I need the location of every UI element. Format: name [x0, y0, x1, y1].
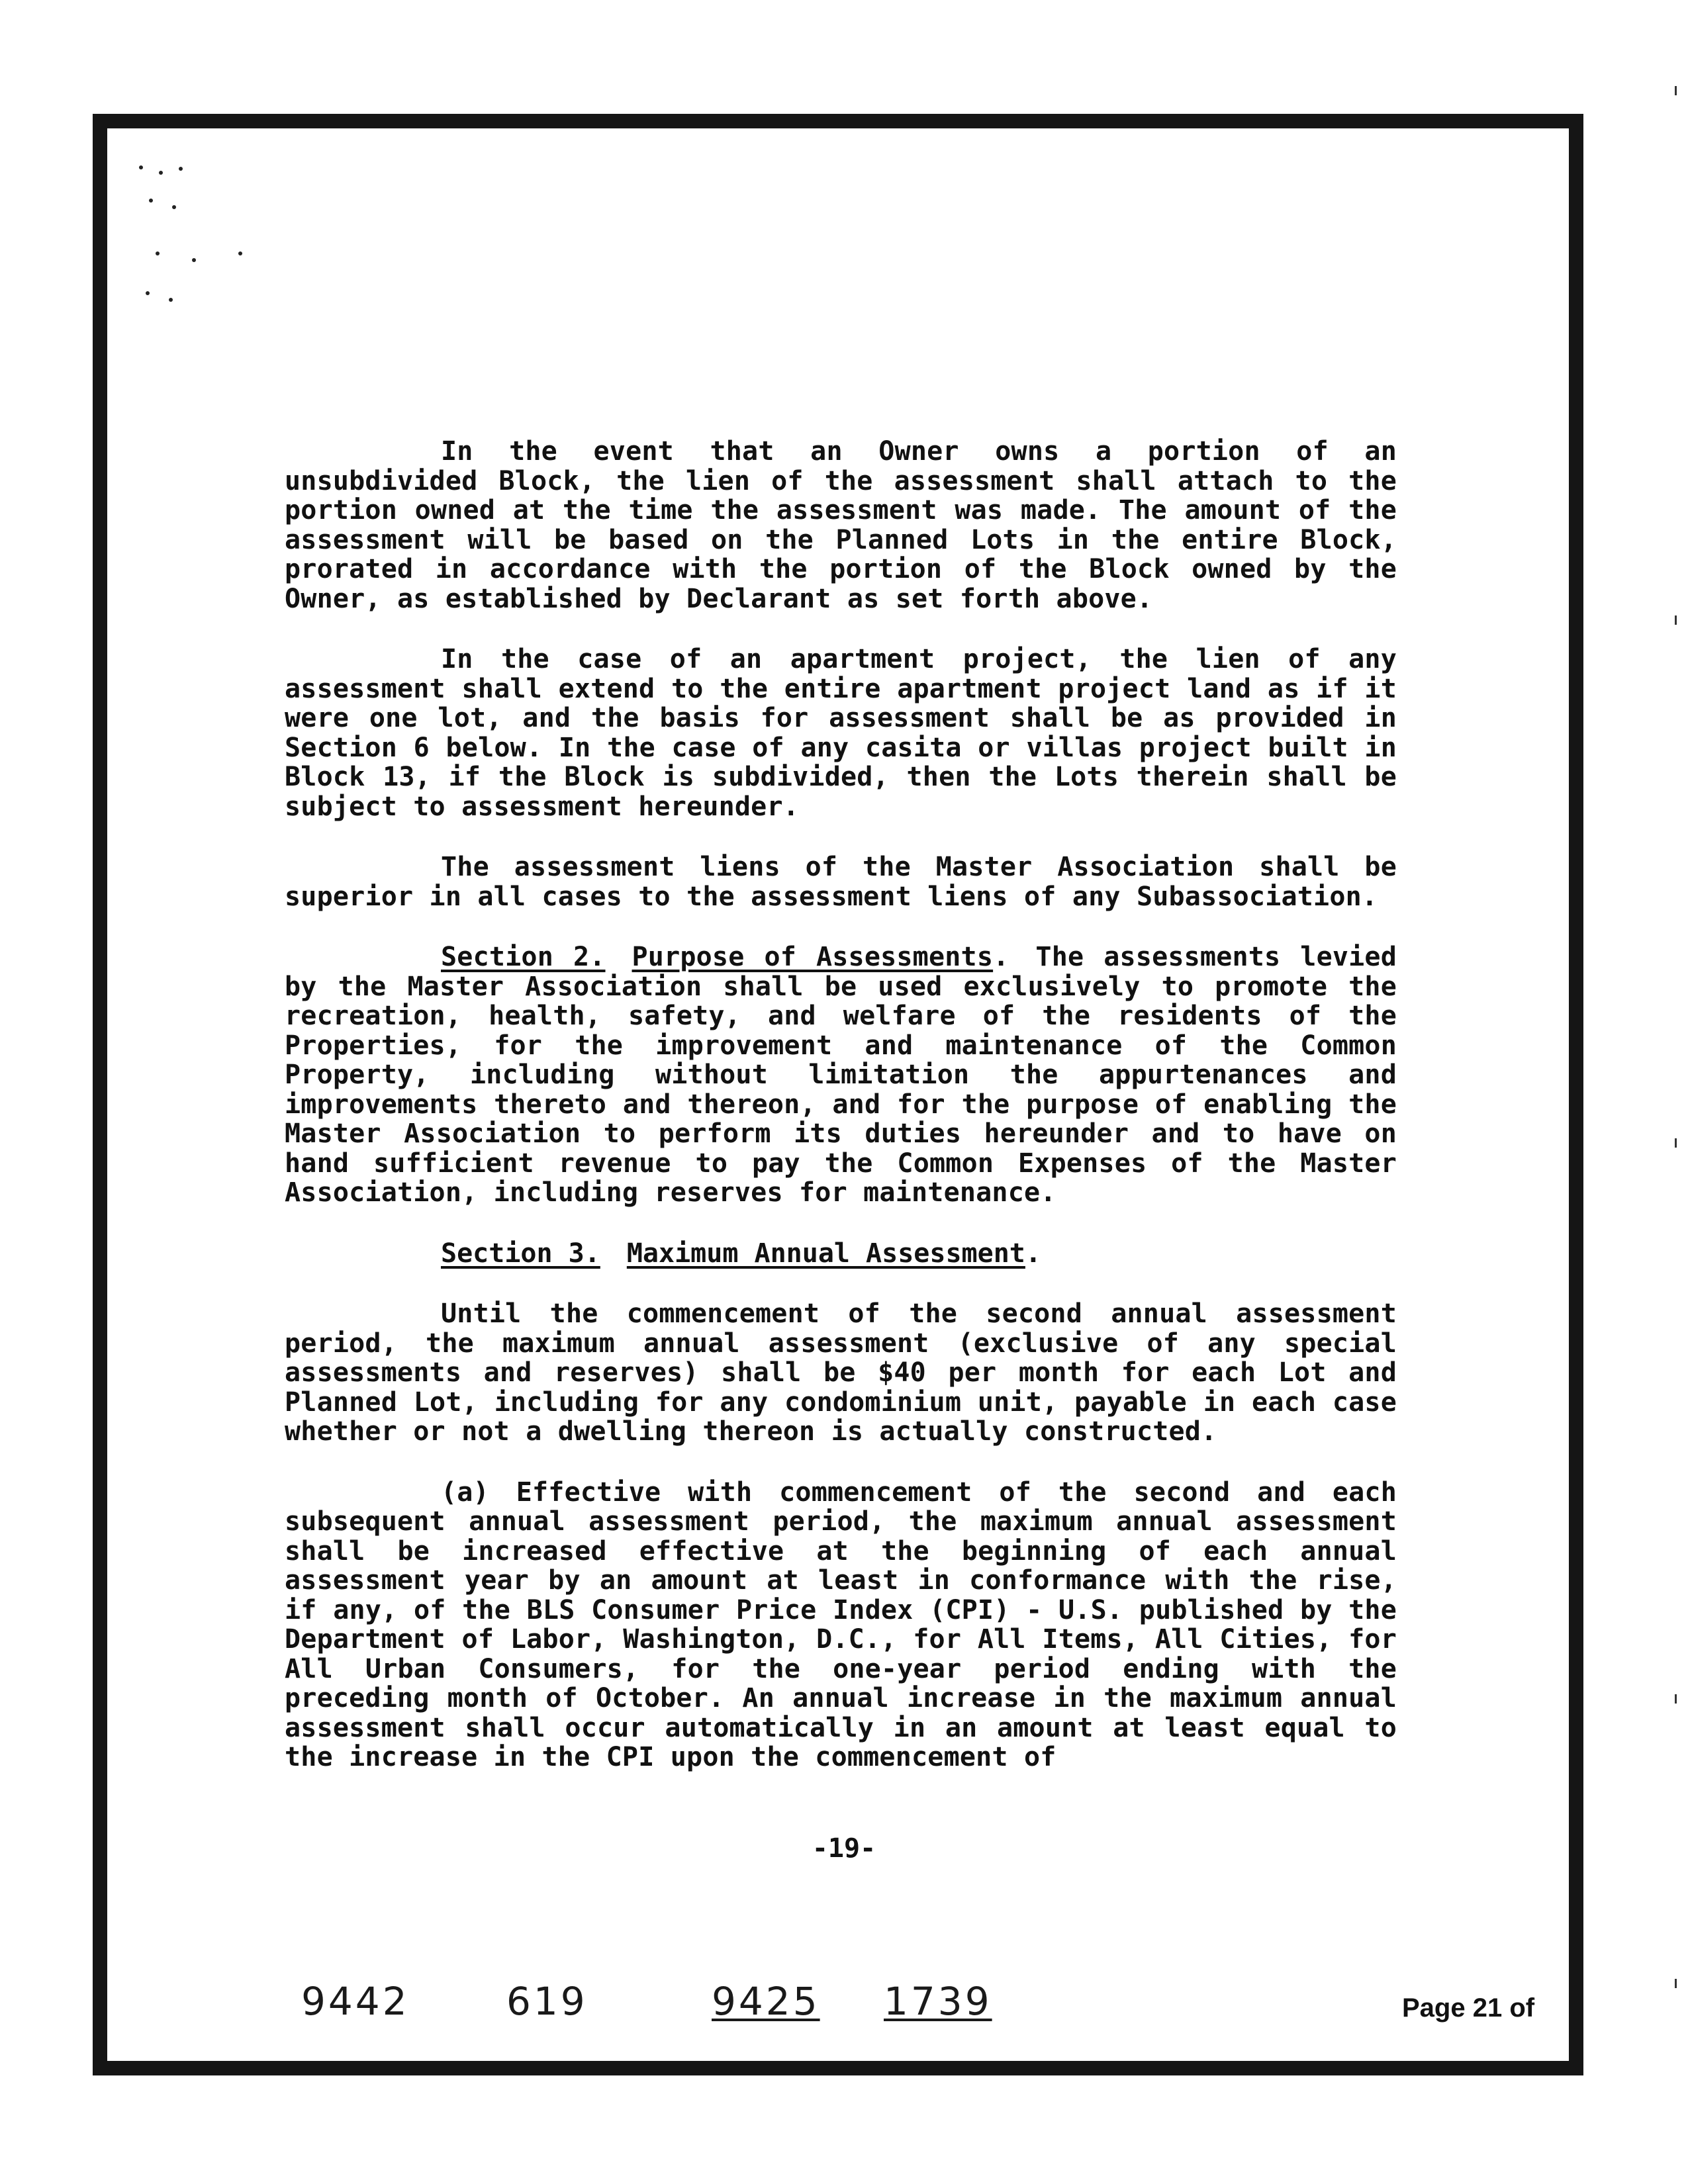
scan-mark: [1675, 86, 1677, 95]
scan-mark: [1675, 615, 1677, 625]
section-2-number: Section 2.: [441, 942, 606, 972]
page-label: Page 21 of: [1402, 1993, 1535, 2023]
paragraph: The assessment liens of the Master Association shall be superior in all cases to the assessment liens of any Subassociation.: [285, 852, 1397, 912]
scan-mark: [1675, 1138, 1677, 1148]
section-2-paragraph: Section 2. Purpose of Assessments. The assessments levied by the Master Association shall be used exclusively to promote the recreation, health, safety, and welfare of the residents of the Properties, for the improvement and maintenance of the Common Property, including without limitation the appurtenances and improvements thereto and thereon, and for the purpose of enabling the Master Association to perform its duties hereunder and to have on hand sufficient revenue to pay the Common Expenses of the Master Association, including reserves for maintenance.: [285, 942, 1397, 1208]
section-3-title: Maximum Annual Assessment: [626, 1238, 1025, 1269]
paragraph: In the case of an apartment project, the lien of any assessment shall extend to the entire apartment project land as if it were one lot, and the basis for assessment shall be as provided in Section 6 below. In the case of any casita or villas project built in Block 13, if the Block is subdivided, then the Lots therein shall be subject to assessment hereunder.: [285, 644, 1397, 822]
section-2-title: Purpose of Assessments: [632, 942, 994, 972]
section-3-heading: Section 3. Maximum Annual Assessment.: [441, 1238, 1041, 1269]
section-3-paragraph: Until the commencement of the second annual assessment period, the maximum annual assessment (exclusive of any special assessments and reserves) shall be $40 per month for each Lot and Planned Lot, including for any condominium unit, payable in each case whether or not a dwelling thereon is actually constructed.: [285, 1298, 1397, 1447]
scan-mark: [1675, 1694, 1677, 1704]
section-3-number: Section 3.: [441, 1238, 600, 1269]
footer-code: 619: [506, 1979, 588, 2024]
document-body: [285, 437, 1397, 1803]
footer-code: 9425: [712, 1979, 820, 2024]
page-number: -19-: [812, 1833, 876, 1864]
paragraph: In the event that an Owner owns a portion of an unsubdivided Block, the lien of the assessment shall attach to the portion owned at the time the assessment was made. The amount of the assessment will be based on the Planned Lots in the entire Block, prorated in accordance with the portion of the Block owned by the Owner, as established by Declarant as set forth above.: [285, 436, 1397, 614]
section-2-text: The assessments levied by the Master Association shall be used exclusively to promote the recreation, health, safety, and welfare of the residents of the Properties, for the improvement and maintenance of the Common Property, including without limitation the appurtenances and improvements thereto and thereon, and for the purpose of enabling the Master Association to perform its duties hereunder and to have on hand sufficient revenue to pay the Common Expenses of the Master Association, including reserves for maintenance.: [285, 942, 1397, 1208]
footer-code: 9442: [301, 1979, 410, 2024]
section-3-subparagraph-a: (a) Effective with commencement of the second and each subsequent annual assessment period, the maximum annual assessment shall be increased effective at the beginning of each annual assessment year by an amount at least in conformance with the rise, if any, of the BLS Consumer Price Index (CPI) - U.S. published by the Department of Labor, Washington, D.C., for All Items, All Cities, for All Urban Consumers, for the one-year period ending with the preceding month of October. An annual increase in the maximum annual assessment shall occur automatically in an amount at least equal to the increase in the CPI upon the commencement of: [285, 1477, 1397, 1772]
scan-speckles: [132, 159, 265, 318]
footer-code: 1739: [884, 1979, 992, 2024]
scan-mark: [1675, 1979, 1677, 1988]
